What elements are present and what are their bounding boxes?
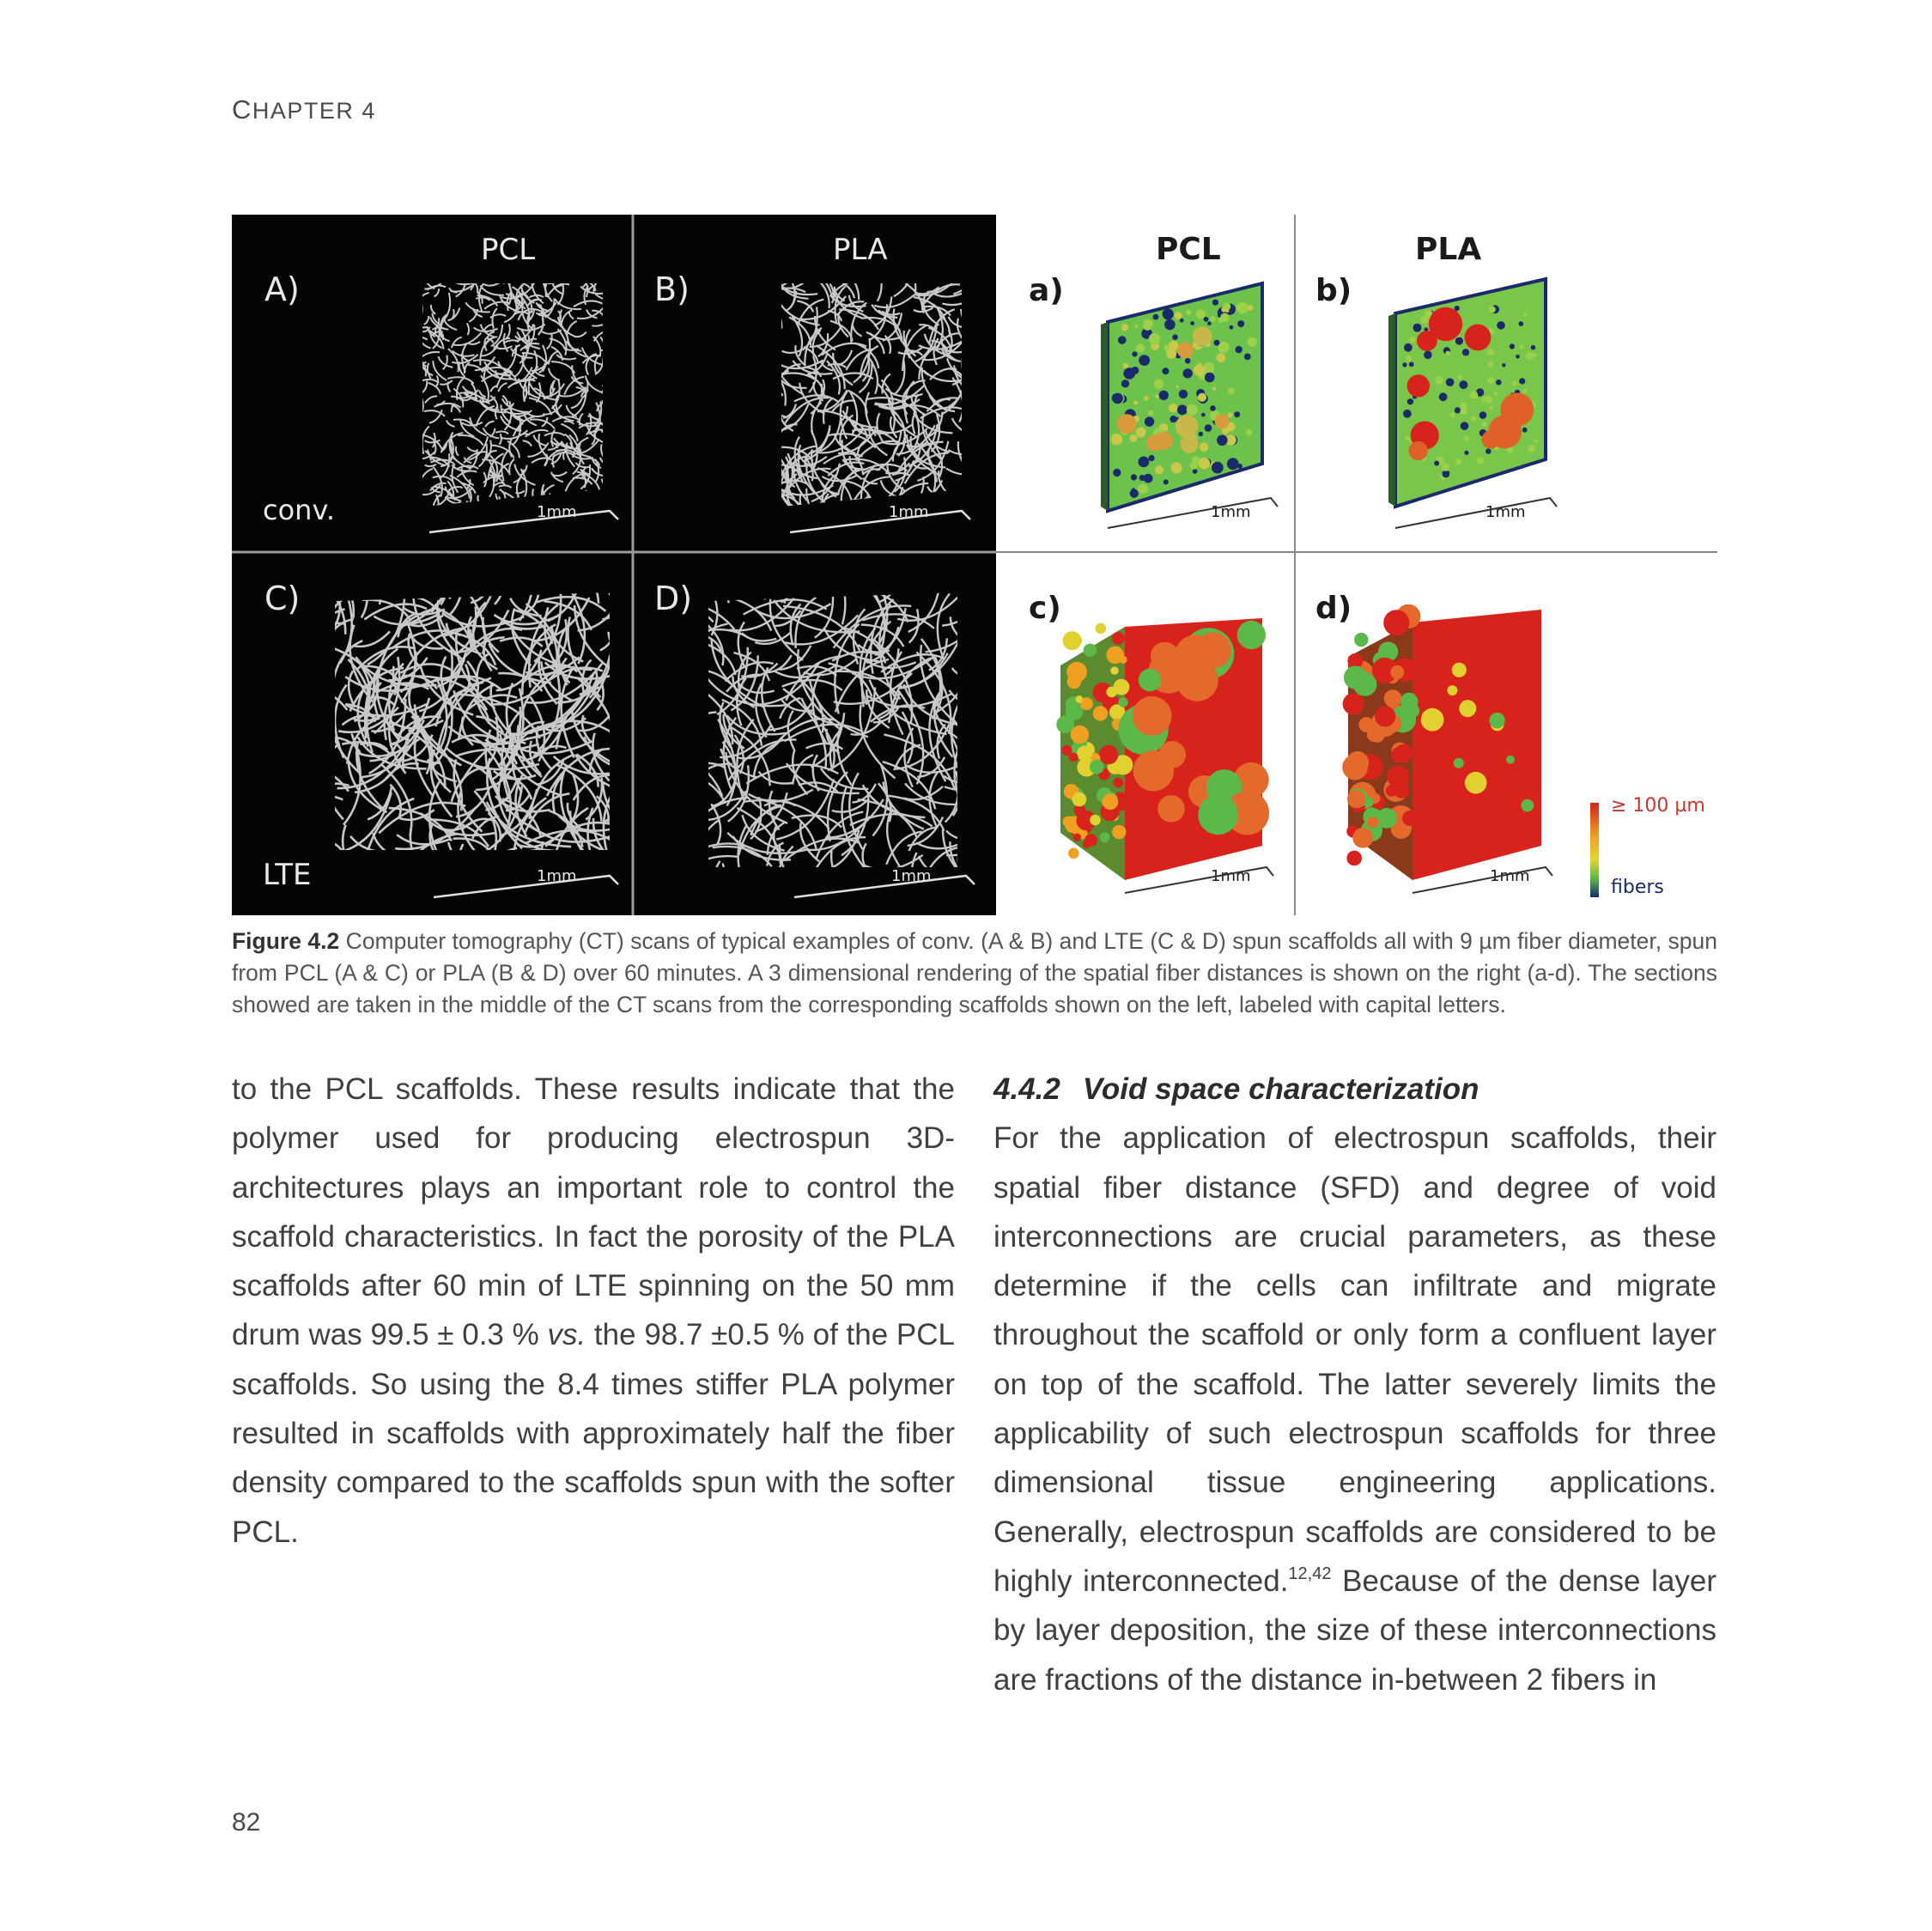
sfd-region [1090, 815, 1101, 826]
sfd-region [1479, 411, 1487, 419]
ct-row1-label: conv. [263, 494, 336, 526]
sfd-region [1205, 424, 1212, 432]
ct-col1-title: PCL [481, 233, 536, 267]
sfd-region [1164, 319, 1176, 331]
sfd-region [1068, 848, 1079, 859]
sfd-region [1488, 361, 1494, 367]
sfd-region [1404, 343, 1413, 352]
sfd-region [1073, 834, 1081, 841]
sfd-region [1462, 349, 1469, 355]
sfd-region [1407, 398, 1413, 404]
sfd-region [1185, 358, 1191, 364]
sfd-region [1236, 302, 1249, 314]
sfd-region [1113, 778, 1123, 788]
sfd-region [1131, 367, 1139, 374]
sfd-region [1346, 851, 1362, 866]
sfd-region [1496, 380, 1502, 386]
sfd-region [1402, 811, 1418, 826]
sfd-region [1172, 334, 1178, 340]
sfd-region [1510, 343, 1515, 349]
sfd-legend-top: ≥ 100 µm [1611, 795, 1705, 817]
sfd-region [1523, 313, 1528, 318]
sfd-region [1118, 336, 1127, 344]
figure-image [232, 215, 1717, 915]
sfd-region [1196, 309, 1206, 319]
sfd-region [1090, 760, 1104, 774]
sfd-region [1493, 392, 1498, 396]
sfd-region [1434, 461, 1439, 466]
sfd-region [1176, 385, 1179, 388]
sfd-region [1093, 706, 1108, 720]
sfd-region [1455, 407, 1461, 413]
sfd-region [1237, 320, 1244, 327]
sfd-region [1148, 410, 1154, 416]
sfd-region [1214, 340, 1220, 346]
sfd-region [1497, 321, 1505, 330]
sfd-region [1110, 666, 1119, 675]
sfd-region [1121, 380, 1129, 387]
sfd-region [1406, 355, 1412, 361]
section-heading [993, 1065, 1716, 1114]
sfd-region [1076, 695, 1084, 703]
sfd-region [1464, 451, 1468, 455]
sfd-region [1442, 464, 1449, 471]
sfd-region [1521, 799, 1534, 812]
sfd-region [1352, 828, 1373, 848]
sfd-region [1066, 662, 1087, 683]
sfd-region [1489, 405, 1493, 410]
sfd-region [1180, 319, 1184, 323]
sfd-region [1344, 666, 1367, 689]
sfd-scale-b: 1mm [1485, 503, 1526, 521]
sfd-region [1149, 333, 1160, 344]
running-head [232, 94, 376, 125]
sfd-region [1201, 413, 1206, 417]
sfd-region [1519, 378, 1525, 384]
sfd-region [1199, 432, 1203, 436]
sfd-region [1212, 300, 1218, 306]
sfd-color-legend [1590, 803, 1599, 897]
sfd-region [1100, 832, 1110, 842]
figure-caption-text: Computer tomography (CT) scans of typical examples of conv. (A & B) and LTE (C & D) spun scaffolds all with 9 µm fiber diameter, spun from PCL (A & C) or PLA (B & D) over 60 minutes. A 3 dimensional rendering of the spatial fiber distances is shown on the right (a-d). The sections showed are taken in the middle of the CT scans from the corresponding scaffolds shown on the left, labeled with capital letters. [232, 928, 1717, 1017]
sfd-region [1177, 342, 1194, 358]
page-number: 82 [232, 1808, 261, 1837]
sfd-region [1217, 435, 1228, 446]
sfd-region [1175, 312, 1182, 319]
sfd-region [1390, 665, 1404, 679]
sfd-region [1159, 391, 1169, 400]
sfd-region [1072, 792, 1087, 807]
sfd-region [1405, 436, 1409, 440]
citation-superscript: 12,42 [1288, 1564, 1332, 1583]
sfd-region [1170, 416, 1176, 422]
sfd-region [1146, 434, 1163, 451]
sfd-region [1223, 429, 1229, 435]
sfd-region [1459, 380, 1467, 389]
sfd-region [1166, 349, 1176, 359]
sfd-region [1470, 391, 1479, 399]
sfd-region [1204, 317, 1209, 322]
sfd-region [1445, 351, 1450, 356]
sfd-region [1500, 393, 1534, 427]
sfd-region [1139, 457, 1150, 468]
sfd-region [1118, 697, 1127, 707]
sfd-region [1194, 364, 1205, 375]
sfd-region [1522, 388, 1527, 392]
sfd-region [1528, 445, 1535, 452]
sfd-region [1455, 337, 1463, 345]
sfd-region [1409, 361, 1414, 367]
sfd-region [1163, 308, 1174, 319]
sfd-region [1106, 647, 1124, 665]
sfd-region [1347, 790, 1365, 808]
sfd-region [1134, 325, 1138, 328]
sfd-region [1383, 610, 1409, 635]
sfd-region [1367, 817, 1378, 828]
sfd-region [1130, 434, 1138, 442]
sfd-region [1246, 429, 1252, 435]
sfd-region [1354, 633, 1368, 647]
ct-scale-a: 1mm [537, 503, 577, 521]
sfd-region [1180, 435, 1198, 453]
sfd-region [1183, 368, 1193, 378]
sfd-region [1198, 393, 1206, 402]
sfd-region [1133, 401, 1138, 405]
ct-label-a: A) [264, 270, 300, 308]
sfd-region [1248, 337, 1257, 347]
sfd-region [1458, 374, 1463, 380]
right-column [993, 1065, 1716, 1704]
sfd-region [1487, 349, 1494, 355]
sfd-scaffold-c [1056, 618, 1269, 880]
sfd-region [1459, 700, 1476, 717]
left-column [232, 1065, 955, 1557]
sfd-region [1212, 387, 1216, 391]
sfd-region [1123, 363, 1129, 369]
right-paragraph-part1: For the application of electrospun scaffolds, their spatial fiber distance (SFD) and degree of void interconnections are crucial parameters, as these determine if the cells can infiltrate and migrate throughout the scaffold or only form a confluent layer on top of the scaffold. The latter severely limits the applicability of such electrospun scaffolds for three dimensional tissue engineering applications. Generally, electrospun scaffolds are considered to be highly interconnected. [993, 1121, 1716, 1598]
right-paragraph-part2: Because of the dense layer by layer deposition, the size of these interconnections are fractions of the distance in-between 2 fibers in [993, 1564, 1716, 1697]
sfd-region [1177, 404, 1188, 415]
sfd-region [1210, 316, 1216, 322]
sfd-label-a: a) [1029, 273, 1064, 308]
sfd-region [1391, 747, 1406, 762]
sfd-region [1447, 685, 1457, 695]
ct-label-c: C) [264, 580, 301, 617]
sfd-region [1407, 374, 1430, 397]
sfd-scale-d: 1mm [1490, 867, 1530, 885]
figure-caption-label: Figure 4.2 [232, 928, 340, 954]
figure-4-2 [232, 215, 1717, 915]
sfd-region [1234, 411, 1240, 417]
sfd-region [1465, 325, 1492, 351]
sfd-region [1111, 434, 1122, 445]
sfd-region [1386, 785, 1398, 797]
sfd-scale-c: 1mm [1211, 867, 1251, 885]
ct-scale-b: 1mm [889, 503, 929, 521]
sfd-region [1522, 428, 1528, 433]
sfd-region [1061, 745, 1072, 756]
sfd-region [1190, 321, 1194, 325]
left-paragraph-vs: vs. [547, 1318, 586, 1352]
figure-caption [232, 926, 1717, 1021]
sfd-region [1409, 441, 1428, 460]
sfd-col2-title: PLA [1415, 232, 1482, 267]
sfd-region [1198, 795, 1238, 835]
sfd-region [1187, 404, 1198, 416]
sfd-region [1384, 689, 1402, 707]
sfd-scaffold-d [1342, 604, 1541, 880]
sfd-region [1215, 414, 1230, 428]
running-head-rest: HAPTER 4 [252, 98, 376, 124]
left-paragraph [232, 1065, 955, 1557]
sfd-region [1461, 422, 1469, 430]
sfd-region [1220, 313, 1229, 322]
sfd-region [1186, 310, 1192, 316]
sfd-region [1139, 355, 1150, 366]
sfd-region [1205, 373, 1215, 383]
sfd-region [1179, 390, 1188, 398]
sfd-region [1236, 346, 1242, 353]
sfd-region [1133, 696, 1172, 736]
sfd-region [1207, 321, 1212, 325]
sfd-region [1471, 416, 1477, 422]
sfd-region [1121, 324, 1128, 331]
sfd-region [1512, 380, 1517, 386]
sfd-region [1096, 623, 1107, 635]
sfd-region [1144, 474, 1153, 483]
sfd-scale-a: 1mm [1211, 503, 1251, 521]
sfd-region [1460, 408, 1467, 415]
sfd-region [1084, 644, 1097, 658]
sfd-region [1244, 354, 1251, 361]
sfd-region [1343, 693, 1364, 714]
sfd-region [1084, 834, 1097, 847]
sfd-region [1435, 376, 1443, 385]
sfd-region [1376, 808, 1397, 829]
section-number: 4.4.2 [993, 1072, 1060, 1106]
sfd-region [1465, 772, 1487, 794]
sfd-region [1171, 462, 1182, 473]
sfd-region [1112, 393, 1123, 404]
sfd-region [1103, 793, 1119, 810]
sfd-region [1217, 353, 1226, 362]
sfd-region [1163, 479, 1169, 484]
sfd-region [1070, 636, 1078, 645]
sfd-region [1190, 462, 1198, 470]
ct-row2-label: LTE [263, 858, 312, 892]
sfd-region [1406, 704, 1419, 718]
sfd-region [1526, 352, 1534, 360]
sfd-region [1375, 706, 1395, 726]
sfd-region [1519, 321, 1524, 326]
sfd-region [1424, 351, 1432, 360]
sfd-region [1153, 314, 1159, 320]
sfd-legend-bottom: fibers [1611, 877, 1664, 898]
sfd-region [1409, 337, 1415, 343]
sfd-label-b: b) [1315, 273, 1352, 308]
left-paragraph-part2: the 98.7 ±0.5 % of the PCL scaffolds. So using the 8.4 times stiffer PLA polymer resulted in scaffolds with approximately half the fiber density compared to the scaffolds spun with the softer PCL. [232, 1318, 955, 1549]
ct-label-d: D) [654, 580, 693, 617]
sfd-region [1506, 756, 1515, 764]
sfd-region [1533, 353, 1537, 357]
ct-scale-d: 1mm [891, 867, 932, 885]
sfd-region [1200, 443, 1209, 452]
sfd-region [1136, 428, 1146, 438]
sfd-region [1429, 307, 1462, 341]
sfd-region [1228, 388, 1235, 395]
sfd-region [1169, 404, 1177, 412]
sfd-region [1464, 436, 1469, 441]
running-head-initial: C [232, 94, 252, 124]
right-paragraph [993, 1114, 1716, 1704]
sfd-region [1106, 687, 1117, 698]
sfd-region [1138, 483, 1148, 494]
sfd-region [1402, 362, 1406, 367]
sfd-region [1228, 412, 1233, 417]
sfd-region [1149, 455, 1155, 461]
sfd-region [1342, 755, 1368, 780]
sfd-region [1248, 305, 1254, 311]
sfd-region [1531, 345, 1536, 350]
sfd-region [1212, 462, 1224, 474]
sfd-region [1225, 309, 1229, 313]
sfd-label-d: d) [1315, 591, 1352, 626]
sfd-region [1117, 414, 1137, 434]
sfd-region [1446, 378, 1455, 386]
sfd-region [1449, 412, 1455, 417]
left-paragraph-part1: to the PCL scaffolds. These results indicate that the polymer used for producing electrospun 3D-architectures plays an important role to control the scaffold characteristics. In fact the porosity of the PLA scaffolds after 60 min of LTE spinning on the 50 mm drum was 99.5 ± 0.3 % [232, 1072, 955, 1352]
sfd-region [1132, 488, 1136, 492]
sfd-region [1485, 396, 1492, 404]
sfd-label-c: c) [1029, 591, 1061, 626]
sfd-region [1157, 795, 1185, 823]
sfd-region [1162, 367, 1169, 374]
sfd-region [1413, 324, 1422, 332]
sfd-region [1112, 632, 1125, 645]
sfd-region [1154, 380, 1164, 390]
sfd-region [1159, 741, 1187, 768]
sfd-region [1454, 758, 1464, 768]
sfd-region [1420, 316, 1428, 324]
sfd-region [1403, 410, 1412, 418]
sfd-region [1144, 319, 1151, 327]
sfd-region [1452, 663, 1467, 677]
section-title: Void space characterization [1082, 1072, 1479, 1106]
sfd-region [1199, 458, 1211, 470]
sfd-region [1489, 307, 1496, 313]
sfd-region [1520, 345, 1524, 349]
sfd-region [1455, 458, 1461, 465]
sfd-region [1131, 474, 1137, 480]
sfd-region [1144, 396, 1149, 401]
sfd-region [1112, 825, 1126, 839]
sfd-region [1477, 457, 1485, 465]
sfd-region [1487, 377, 1494, 384]
ct-scale-c: 1mm [537, 867, 577, 885]
sfd-region [1482, 422, 1487, 427]
sfd-region [1193, 326, 1212, 346]
sfd-region [1136, 343, 1145, 352]
sfd-region [1439, 392, 1448, 401]
sfd-region [1145, 416, 1154, 426]
sfd-region [1193, 469, 1198, 474]
sfd-region [1534, 440, 1539, 444]
ct-label-b: B) [654, 270, 690, 308]
sfd-region [1176, 415, 1198, 437]
sfd-col1-title: PCL [1156, 232, 1221, 267]
sfd-region [1227, 458, 1239, 470]
sfd-region [1230, 325, 1234, 330]
sfd-region [1502, 363, 1505, 367]
sfd-region [1056, 715, 1074, 733]
sfd-region [1516, 355, 1520, 359]
sfd-region [1132, 351, 1137, 356]
sfd-region [1113, 469, 1121, 477]
sfd-region [1421, 708, 1444, 732]
sfd-region [1139, 669, 1162, 692]
sfd-region [1155, 465, 1163, 474]
sfd-region [1489, 713, 1504, 728]
sfd-region [1210, 405, 1216, 411]
ct-col2-title: PLA [833, 233, 888, 267]
sfd-region [1485, 448, 1491, 453]
sfd-region [1237, 621, 1266, 649]
